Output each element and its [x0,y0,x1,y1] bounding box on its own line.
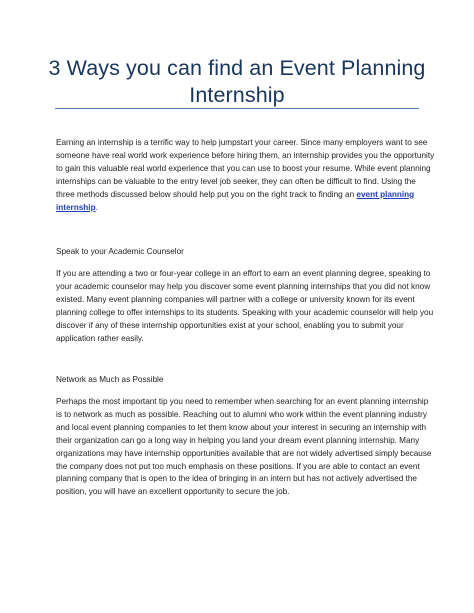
event-planning-internship-link[interactable]: event planning internship [56,189,415,212]
intro-text: Earning an internship is a terrific way to help jumpstart your career. Since many employers want to see someone have real world work experience before hiring them, an internship provides you the opportunity to gain this valuable real world experience that you can use to boost your resume. While event planning internships can be valuable to the entry level job seeker, they can often be difficult to find. Using the three methods discussed below should help put you on the right track to finding an [56,138,435,199]
section-heading-academic-counselor: Speak to your Academic Counselor [56,247,184,256]
intro-paragraph [56,137,436,214]
section-body-network: Perhaps the most important tip you need to remember when searching for an event planning internship is to network as much as possible. Reaching out to alumni who work within the event planning industry and local event planning companies to let them know about your interest in securing an internship with their organization can go a long way in helping you land your dream event planning internship. Many organizations may have internship opportunities available that are not widely advertised simply because the company does not put too much emphasis on these positions. If you are able to contact an event planning company that is open to the idea of bringing in an intern but has not actively advertised the position, you will have an excellent opportunity to secure the job. [56,397,432,497]
intro-text-end: . [95,202,98,212]
title-divider [55,108,419,109]
title-line-2: Internship [189,83,285,107]
section-heading-network: Network as Much as Possible [56,375,164,384]
section-body-academic-counselor: If you are attending a two or four-year college in an effort to earn an event planning degree, speaking to your academic counselor may help you discover some event planning internships that you did not know existed. Many event planning companies will partner with a college or university known for its event planning college to offer internships to its students. Speaking with your academic counselor will help you discover if any of these internship opportunities exist at your school, enabling you to submit your application rather easily. [56,269,434,343]
title-line-1: 3 Ways you can find an Event Planning [48,56,426,80]
document-title [40,55,434,109]
